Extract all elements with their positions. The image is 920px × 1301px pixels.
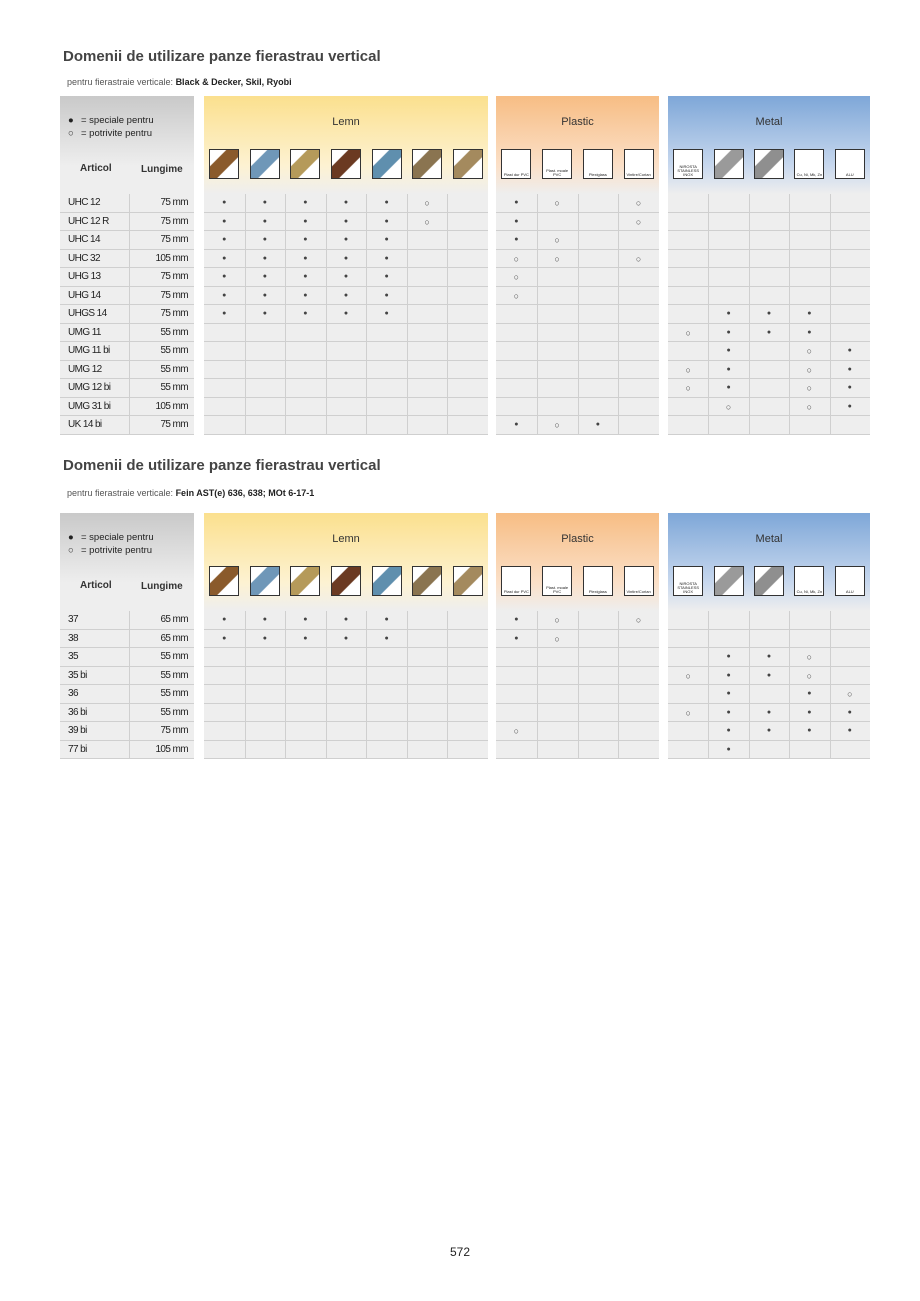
blade-length: 55 mm xyxy=(160,651,188,662)
special-dot-icon: ● xyxy=(343,291,349,299)
wood-blue-plank-icon xyxy=(250,149,280,179)
header-lungime: Lungime xyxy=(141,581,183,592)
special-dot-icon: ● xyxy=(222,291,227,299)
special-dot-icon: ● xyxy=(384,291,389,299)
article-code: 36 bi xyxy=(68,706,87,718)
suitable-circle-icon: ○ xyxy=(513,272,520,282)
header-lungime: Lungime xyxy=(141,164,183,175)
icon-caption: Plast. moale PVC xyxy=(546,585,569,594)
wood-nails-icon xyxy=(453,149,483,179)
legend-special-text: = speciale pentru xyxy=(81,532,154,543)
wood-nails-icon xyxy=(453,566,483,596)
icon-caption: NIROSTA STAINLESS INOX xyxy=(677,581,700,594)
suitable-circle-icon: ○ xyxy=(685,670,691,681)
blade-length: 75 mm xyxy=(160,271,188,282)
grid-row-line xyxy=(668,213,870,232)
legend-suitable-text: = potrivite pentru xyxy=(81,545,153,556)
article-code: 39 bi xyxy=(68,725,87,736)
wood-dark-plank-icon xyxy=(331,149,361,179)
article-code: UMG 11 xyxy=(68,326,101,338)
legend-suitable-text: = potrivite pentru xyxy=(81,128,153,139)
grid-row-line xyxy=(204,342,488,361)
suitable-circle-icon: ○ xyxy=(554,633,560,644)
special-dot-icon: ● xyxy=(384,310,389,317)
special-dot-icon: ● xyxy=(343,199,349,206)
legend xyxy=(68,531,154,557)
special-dot-icon: ● xyxy=(726,310,731,317)
suitable-circle-icon: ○ xyxy=(685,364,691,375)
article-code: 36 xyxy=(68,688,78,699)
blade-length: 75 mm xyxy=(160,725,188,736)
legend-special xyxy=(68,531,154,544)
icon-caption: Plast dur PVC xyxy=(503,589,529,594)
grid-row-line xyxy=(496,741,659,760)
grid-row-line xyxy=(204,398,488,417)
alu-profile-icon xyxy=(835,149,865,179)
special-dot-icon: ● xyxy=(222,273,227,280)
suitable-circle-icon: ○ xyxy=(725,401,732,412)
special-dot-icon: ● xyxy=(343,634,349,642)
special-dot-icon: ● xyxy=(343,217,349,225)
special-dot-icon: ● xyxy=(726,727,731,734)
special-dot-icon: ● xyxy=(384,236,389,243)
special-dot-icon: ● xyxy=(514,616,519,623)
grid-row-line xyxy=(668,741,870,760)
special-dot-icon: ● xyxy=(847,727,852,734)
special-dot-icon: ● xyxy=(847,347,852,354)
wood-dark-plank-icon xyxy=(331,566,361,596)
header-articol: Articol xyxy=(80,580,112,591)
filled-dot-icon: ● xyxy=(68,532,74,543)
blade-length: 55 mm xyxy=(160,688,188,699)
subtitle-prefix: pentru fierastraie verticale: xyxy=(67,77,176,87)
blade-length: 75 mm xyxy=(160,197,188,208)
wood-laminate-icon xyxy=(372,566,402,596)
grid-row-line xyxy=(204,704,488,723)
hollow-dot-icon: ○ xyxy=(68,128,74,139)
grid-row-line xyxy=(496,379,659,398)
article-code: UHC 12 R xyxy=(68,215,109,227)
special-dot-icon: ● xyxy=(766,328,772,336)
special-dot-icon: ● xyxy=(222,217,227,225)
special-dot-icon: ● xyxy=(807,310,812,317)
special-dot-icon: ● xyxy=(303,236,308,243)
special-dot-icon: ● xyxy=(726,690,731,697)
grid-row-line xyxy=(496,704,659,723)
special-dot-icon: ● xyxy=(303,616,308,623)
grid-row-line xyxy=(668,268,870,287)
special-dot-icon: ● xyxy=(343,273,349,280)
legend xyxy=(68,114,154,140)
special-dot-icon: ● xyxy=(384,254,389,262)
filled-dot-icon: ● xyxy=(68,115,74,126)
article-code: UHG 14 xyxy=(68,289,101,301)
special-dot-icon: ● xyxy=(384,217,389,225)
special-dot-icon: ● xyxy=(303,254,308,262)
grid-row-line xyxy=(204,416,488,435)
suitable-circle-icon: ○ xyxy=(513,253,520,264)
legend-suitable xyxy=(68,127,154,140)
legend-special xyxy=(68,114,154,127)
suitable-circle-icon: ○ xyxy=(806,346,813,356)
special-dot-icon: ● xyxy=(726,745,731,753)
special-dot-icon: ● xyxy=(807,708,812,716)
special-dot-icon: ● xyxy=(222,634,227,642)
suitable-circle-icon: ○ xyxy=(635,198,642,208)
grid-row-line xyxy=(204,685,488,704)
grid-row-line xyxy=(204,361,488,380)
blade-length: 55 mm xyxy=(160,363,188,375)
special-dot-icon: ● xyxy=(303,310,308,317)
grid-row-line xyxy=(668,194,870,213)
group-label-lemn: Lemn xyxy=(332,116,360,128)
blade-length: 55 mm xyxy=(160,326,188,338)
grid-row-line xyxy=(496,324,659,343)
group-label-plastic: Plastic xyxy=(561,116,594,128)
suitable-circle-icon: ○ xyxy=(554,615,560,625)
special-dot-icon: ● xyxy=(262,616,267,623)
article-code: 38 xyxy=(68,632,78,644)
aluminium-profile-icon xyxy=(714,566,744,596)
special-dot-icon: ● xyxy=(807,690,812,697)
special-dot-icon: ● xyxy=(766,653,772,660)
blade-length: 105 mm xyxy=(155,252,188,264)
icon-caption: ALU xyxy=(845,589,854,594)
special-dot-icon: ● xyxy=(766,310,772,317)
suitable-circle-icon: ○ xyxy=(424,198,430,208)
sink-icon xyxy=(624,566,654,596)
special-dot-icon: ● xyxy=(514,199,519,206)
suitable-circle-icon: ○ xyxy=(847,689,853,699)
special-dot-icon: ● xyxy=(766,708,772,716)
grid-row-line xyxy=(668,231,870,250)
blade-length: 55 mm xyxy=(160,669,188,681)
suitable-circle-icon: ○ xyxy=(554,420,560,430)
special-dot-icon: ● xyxy=(847,708,852,716)
blade-length: 75 mm xyxy=(160,234,188,245)
icon-caption: Plast. moale PVC xyxy=(546,168,569,177)
special-dot-icon: ● xyxy=(726,653,731,660)
hard-pvc-icon xyxy=(501,566,531,596)
sheet-metal-icon xyxy=(754,566,784,596)
special-dot-icon: ● xyxy=(303,199,308,206)
special-dot-icon: ● xyxy=(847,384,852,391)
special-dot-icon: ● xyxy=(766,727,772,734)
group-label-plastic: Plastic xyxy=(561,533,594,545)
copper-pipe-icon xyxy=(794,149,824,179)
article-code: UHC 14 xyxy=(68,234,100,245)
grid-row-line xyxy=(668,416,870,435)
article-code: 35 xyxy=(68,651,78,662)
usage-table-section-2 xyxy=(0,457,920,857)
special-dot-icon: ● xyxy=(303,273,308,280)
icon-caption: Cu, Ni, Mk, Zn xyxy=(796,172,823,177)
special-dot-icon: ● xyxy=(384,273,389,280)
special-dot-icon: ● xyxy=(222,199,227,206)
special-dot-icon: ● xyxy=(262,634,267,642)
special-dot-icon: ● xyxy=(726,708,731,716)
special-dot-icon: ● xyxy=(262,291,267,299)
blade-length: 105 mm xyxy=(155,400,188,412)
legend-suitable xyxy=(68,544,154,557)
soft-pvc-icon xyxy=(542,149,572,179)
special-dot-icon: ● xyxy=(726,671,731,679)
subtitle-prefix: pentru fierastraie verticale: xyxy=(67,488,176,498)
special-dot-icon: ● xyxy=(514,634,519,642)
suitable-circle-icon: ○ xyxy=(424,216,430,227)
icon-caption: Vintire/Corian xyxy=(626,589,651,594)
special-dot-icon: ● xyxy=(262,199,267,206)
special-dot-icon: ● xyxy=(514,217,519,225)
special-dot-icon: ● xyxy=(726,384,731,391)
article-code: UHC 32 xyxy=(68,252,100,264)
article-code: UMG 11 bi xyxy=(68,345,110,356)
grid-row-line xyxy=(496,305,659,324)
section-title: Domenii de utilizare panze fierastrau vertical xyxy=(63,48,381,65)
article-code: UHG 13 xyxy=(68,271,101,282)
group-label-metal: Metal xyxy=(755,116,783,128)
wood-laminate-icon xyxy=(372,149,402,179)
special-dot-icon: ● xyxy=(222,254,227,262)
special-dot-icon: ● xyxy=(262,254,267,262)
special-dot-icon: ● xyxy=(303,217,308,225)
hard-pvc-icon xyxy=(501,149,531,179)
section-title: Domenii de utilizare panze fierastrau vertical xyxy=(63,457,381,474)
article-code: UMG 12 xyxy=(68,363,102,375)
header-articol: Articol xyxy=(80,163,112,174)
special-dot-icon: ● xyxy=(303,634,308,642)
special-dot-icon: ● xyxy=(514,421,519,428)
grid-row-line xyxy=(668,611,870,630)
blade-length: 65 mm xyxy=(160,614,188,625)
plexiglass-icon xyxy=(583,566,613,596)
stainless-inox-icon xyxy=(673,149,703,179)
grid-row-line xyxy=(496,361,659,380)
suitable-circle-icon: ○ xyxy=(513,290,520,301)
page-number: 572 xyxy=(449,1245,471,1259)
grid-row-line xyxy=(496,342,659,361)
article-code: UHGS 14 xyxy=(68,308,107,319)
icon-caption: ALU xyxy=(845,172,854,177)
blade-length: 55 mm xyxy=(160,382,188,393)
special-dot-icon: ● xyxy=(726,347,731,354)
special-dot-icon: ● xyxy=(262,310,267,317)
icon-caption: Plexiglass xyxy=(588,589,607,594)
suitable-circle-icon: ○ xyxy=(635,253,642,264)
suitable-circle-icon: ○ xyxy=(685,327,691,338)
special-dot-icon: ● xyxy=(303,291,308,299)
special-dot-icon: ● xyxy=(384,634,389,642)
legend-special-text: = speciale pentru xyxy=(81,115,154,126)
grid-row-line xyxy=(496,398,659,417)
grid-row-line xyxy=(204,722,488,741)
wood-particleboard-icon xyxy=(412,149,442,179)
hollow-dot-icon: ○ xyxy=(68,545,74,556)
subtitle-brands: Black & Decker, Skil, Ryobi xyxy=(175,77,292,87)
icon-caption: Cu, Ni, Mk, Zn xyxy=(796,589,823,594)
icon-caption: Plast dur PVC xyxy=(503,172,529,177)
wood-light-plank-icon xyxy=(290,149,320,179)
wood-blue-plank-icon xyxy=(250,566,280,596)
special-dot-icon: ● xyxy=(343,236,349,243)
aluminium-profile-icon xyxy=(714,149,744,179)
special-dot-icon: ● xyxy=(343,310,349,317)
grid-row-line xyxy=(204,667,488,686)
section-subtitle xyxy=(67,77,292,87)
grid-row-line xyxy=(204,324,488,343)
suitable-circle-icon: ○ xyxy=(554,198,560,208)
article-code: 35 bi xyxy=(68,669,87,681)
special-dot-icon: ● xyxy=(766,671,772,679)
alu-profile-icon xyxy=(835,566,865,596)
icon-caption: NIROSTA STAINLESS INOX xyxy=(677,164,700,177)
suitable-circle-icon: ○ xyxy=(554,253,560,264)
special-dot-icon: ● xyxy=(262,273,267,280)
article-code: UK 14 bi xyxy=(68,419,102,430)
grid-row-line xyxy=(204,741,488,760)
special-dot-icon: ● xyxy=(262,236,267,243)
copper-pipe-icon xyxy=(794,566,824,596)
blade-length: 55 mm xyxy=(160,706,188,718)
grid-row-line xyxy=(204,379,488,398)
special-dot-icon: ● xyxy=(847,365,852,373)
wood-log-icon xyxy=(209,149,239,179)
special-dot-icon: ● xyxy=(726,365,731,373)
suitable-circle-icon: ○ xyxy=(685,707,691,718)
special-dot-icon: ● xyxy=(384,616,389,623)
suitable-circle-icon: ○ xyxy=(806,364,813,375)
grid-row-line xyxy=(496,648,659,667)
blade-length: 75 mm xyxy=(160,419,188,430)
group-label-lemn: Lemn xyxy=(332,533,360,545)
group-label-metal: Metal xyxy=(755,533,783,545)
blade-length: 65 mm xyxy=(160,632,188,644)
suitable-circle-icon: ○ xyxy=(685,383,691,393)
grid-row-line xyxy=(496,667,659,686)
article-code: 77 bi xyxy=(68,743,87,755)
blade-length: 75 mm xyxy=(160,289,188,301)
blade-length: 105 mm xyxy=(155,743,188,755)
wood-particleboard-icon xyxy=(412,566,442,596)
grid-row-line xyxy=(668,630,870,649)
special-dot-icon: ● xyxy=(807,727,812,734)
special-dot-icon: ● xyxy=(222,236,227,243)
grid-row-line xyxy=(668,250,870,269)
wood-light-plank-icon xyxy=(290,566,320,596)
grid-row-line xyxy=(204,648,488,667)
blade-length: 75 mm xyxy=(160,215,188,227)
grid-row-line xyxy=(668,287,870,306)
sink-icon xyxy=(624,149,654,179)
special-dot-icon: ● xyxy=(262,217,267,225)
special-dot-icon: ● xyxy=(726,328,731,336)
special-dot-icon: ● xyxy=(222,616,227,623)
blade-length: 55 mm xyxy=(160,345,188,356)
special-dot-icon: ● xyxy=(847,402,852,410)
grid-row-line xyxy=(496,685,659,704)
suitable-circle-icon: ○ xyxy=(554,235,560,245)
blade-length: 75 mm xyxy=(160,308,188,319)
icon-caption: Vintire/Corian xyxy=(626,172,651,177)
suitable-circle-icon: ○ xyxy=(806,652,813,662)
special-dot-icon: ● xyxy=(343,254,349,262)
suitable-circle-icon: ○ xyxy=(806,670,813,681)
special-dot-icon: ● xyxy=(384,199,389,206)
suitable-circle-icon: ○ xyxy=(635,615,642,625)
section-subtitle xyxy=(67,488,314,498)
plexiglass-icon xyxy=(583,149,613,179)
article-code: 37 xyxy=(68,614,78,625)
soft-pvc-icon xyxy=(542,566,572,596)
special-dot-icon: ● xyxy=(514,236,519,243)
suitable-circle-icon: ○ xyxy=(635,216,642,227)
sheet-metal-icon xyxy=(754,149,784,179)
suitable-circle-icon: ○ xyxy=(806,401,813,412)
special-dot-icon: ● xyxy=(807,328,812,336)
stainless-inox-icon xyxy=(673,566,703,596)
article-code: UHC 12 xyxy=(68,197,100,208)
suitable-circle-icon: ○ xyxy=(513,726,520,736)
suitable-circle-icon: ○ xyxy=(806,383,813,393)
article-code: UMG 12 bi xyxy=(68,382,111,393)
article-code: UMG 31 bi xyxy=(68,400,111,412)
icon-caption: Plexiglass xyxy=(588,172,607,177)
usage-table-section-1 xyxy=(0,48,920,448)
special-dot-icon: ● xyxy=(343,616,349,623)
subtitle-brands: Fein AST(e) 636, 638; MOt 6-17-1 xyxy=(175,488,315,498)
special-dot-icon: ● xyxy=(595,421,600,428)
wood-log-icon xyxy=(209,566,239,596)
special-dot-icon: ● xyxy=(222,310,227,317)
